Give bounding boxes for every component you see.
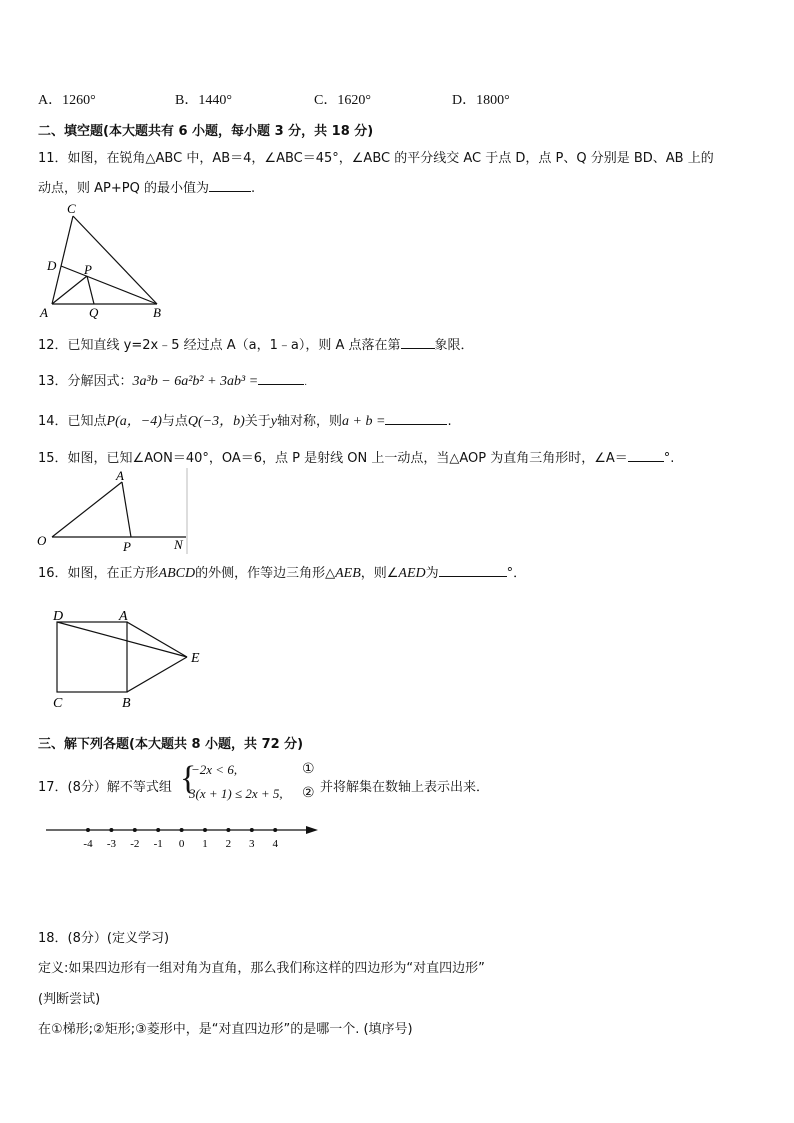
q16-prefix: 16．如图，在正方形	[38, 566, 159, 581]
q10-option-d-letter: D．	[452, 93, 477, 108]
q14-prefix: 14．已知点	[38, 414, 107, 429]
q11-figure	[34, 200, 174, 322]
number-line-dot	[226, 828, 230, 832]
q16-mid: 的外侧，作等边三角形△	[195, 566, 336, 581]
section3-title: 三、解下列各题(本大题共 8 小题，共 72 分)	[38, 737, 304, 752]
q16-label-d: D	[53, 609, 64, 624]
q17-inequality-1: −2x < 6,	[191, 762, 238, 777]
q14-point-p: P(a，−4)	[106, 414, 162, 429]
q16-end: °．	[506, 566, 527, 581]
q15-figure	[34, 466, 190, 556]
q10-option-a-value: 1260°	[62, 93, 96, 108]
q10-option-a-letter: A．	[38, 93, 63, 108]
number-line-tick-label: 0	[178, 838, 185, 850]
q16-mid3: 为	[425, 566, 439, 581]
number-line-dot	[109, 828, 113, 832]
number-line-tick-label: 1	[202, 838, 208, 850]
q12-text: 12．已知直线 y=2x﹣5 经过点 A（a，1﹣a），则 A 点落在第	[38, 338, 401, 353]
q10-option-b-letter: B．	[175, 93, 199, 108]
q13-end: .	[304, 378, 308, 388]
q13-prefix: 13．分解因式：	[38, 374, 133, 389]
q16-segment-de	[57, 622, 187, 657]
q14	[38, 410, 452, 430]
q14-axis: y	[270, 414, 278, 429]
q16-answer-blank[interactable]	[439, 564, 507, 577]
q16-mid2: ，则∠	[360, 566, 399, 581]
number-line-dot	[203, 828, 207, 832]
q11-label-q: Q	[89, 305, 99, 320]
q18-definition: 定义:如果四边形有一组对角为直角，那么我们称这样的四边形为“对直四边形”	[38, 961, 485, 976]
q13-answer-blank[interactable]	[258, 372, 304, 385]
q14-end: .	[447, 414, 452, 429]
number-line-tick-label: -1	[153, 838, 163, 850]
q16-segment-ae	[127, 622, 187, 657]
q11-line1: 11．如图，在锐角△ABC 中，AB＝4，∠ABC＝45°，∠ABC 的平分线交 AC 于点 D，点 P、Q 分别是 BD、AB 上的	[38, 151, 714, 166]
q12-answer-blank[interactable]	[401, 336, 435, 349]
q10-option-b-value: 1440°	[198, 93, 232, 108]
q14-mid2: 关于	[244, 414, 271, 429]
q11-label-p: P	[84, 262, 92, 277]
number-line-tick-label: -2	[130, 838, 140, 850]
number-line-dot	[86, 828, 90, 832]
number-line-dot	[156, 828, 160, 832]
q10-option-d-value: 1800°	[476, 93, 510, 108]
q16-square: ABCD	[158, 566, 196, 581]
number-line-tick-label: 3	[249, 838, 255, 850]
number-line-dot	[180, 828, 184, 832]
q17-mark-2: ②	[302, 785, 315, 801]
section2-title: 二、填空题(本大题共有 6 小题，每小题 3 分，共 18 分)	[38, 124, 374, 139]
q16	[38, 562, 526, 582]
number-line-tick-label: 4	[272, 838, 278, 850]
q15-answer-blank[interactable]	[628, 449, 664, 462]
q17-suffix: 并将解集在数轴上表示出来．	[320, 780, 490, 795]
q15-end: °.	[663, 451, 675, 466]
q15-label-a: A	[116, 468, 124, 483]
q14-mid3: 轴对称，则	[277, 414, 343, 429]
q16-triangle: AEB	[335, 566, 361, 581]
q11-answer-blank[interactable]	[209, 179, 251, 192]
q12	[38, 334, 474, 353]
q15-label-o: O	[37, 533, 47, 548]
q11-label-c: C	[67, 201, 76, 216]
q16-label-c: C	[53, 696, 63, 711]
q15-label-n: N	[174, 537, 183, 552]
q17-brace: {	[180, 760, 197, 797]
q11-segment-pq	[87, 276, 94, 304]
q15-segment-ap	[122, 482, 131, 537]
q10-option-c-value: 1620°	[337, 93, 371, 108]
q16-label-e: E	[191, 651, 200, 666]
number-line-tick-label: 2	[225, 838, 232, 850]
q11-end: .	[250, 181, 256, 196]
q15-text: 15．如图，已知∠AON＝40°，OA＝6，点 P 是射线 ON 上一动点，当△AOP 为直角三角形时，∠A＝	[38, 451, 628, 466]
q17-inequality-2: 3(x + 1) ≤ 2x + 5,	[189, 786, 283, 801]
q14-mid1: 与点	[161, 414, 188, 429]
q14-point-q: Q(−3，b)	[187, 414, 245, 429]
q13-expression: 3a³b − 6a²b² + 3ab³ =	[132, 374, 259, 389]
q16-angle: AED	[398, 566, 426, 581]
q12-end: 象限．	[434, 338, 474, 353]
number-line-tick-label: -3	[106, 838, 116, 850]
q11-line2-text: 动点，则 AP+PQ 的最小值为	[38, 181, 209, 196]
q10-option-c	[314, 89, 371, 109]
q18-subtitle: (判断尝试)	[38, 992, 101, 1007]
q11-edge-cb	[73, 216, 157, 304]
q15-label-p: P	[123, 539, 131, 554]
q18-title: 18．(8分）(定义学习)	[38, 931, 170, 946]
q11-label-a: A	[40, 305, 48, 320]
q17-prefix: 17．(8分）解不等式组	[38, 780, 172, 795]
q11-label-b: B	[153, 305, 161, 320]
q10-option-c-letter: C．	[314, 93, 338, 108]
number-line-dot	[133, 828, 137, 832]
q10-option-d	[452, 89, 510, 109]
number-line-dot	[250, 828, 254, 832]
q16-segment-be	[127, 657, 187, 692]
q16-label-a: A	[119, 609, 128, 624]
q11-label-d: D	[47, 258, 57, 273]
q11-line2	[38, 177, 255, 196]
q16-square-abcd	[57, 622, 127, 692]
q16-figure	[46, 604, 216, 712]
q15	[38, 447, 674, 466]
number-line-dot	[273, 828, 277, 832]
number-line-tick-label: -4	[83, 838, 93, 850]
q18-question: 在①梯形;②矩形;③菱形中，是“对直四边形”的是哪一个. (填序号)	[38, 1022, 413, 1037]
number-line-arrow	[306, 826, 318, 834]
q14-answer-blank[interactable]	[385, 412, 447, 425]
q17-number-line	[44, 820, 324, 854]
q10-option-a	[38, 89, 96, 109]
q17-mark-1: ①	[302, 761, 315, 777]
q16-label-b: B	[122, 696, 131, 711]
q10-option-b	[175, 89, 232, 109]
q14-expression: a + b =	[342, 414, 386, 429]
q15-segment-oa	[52, 482, 122, 537]
q13	[38, 370, 307, 390]
